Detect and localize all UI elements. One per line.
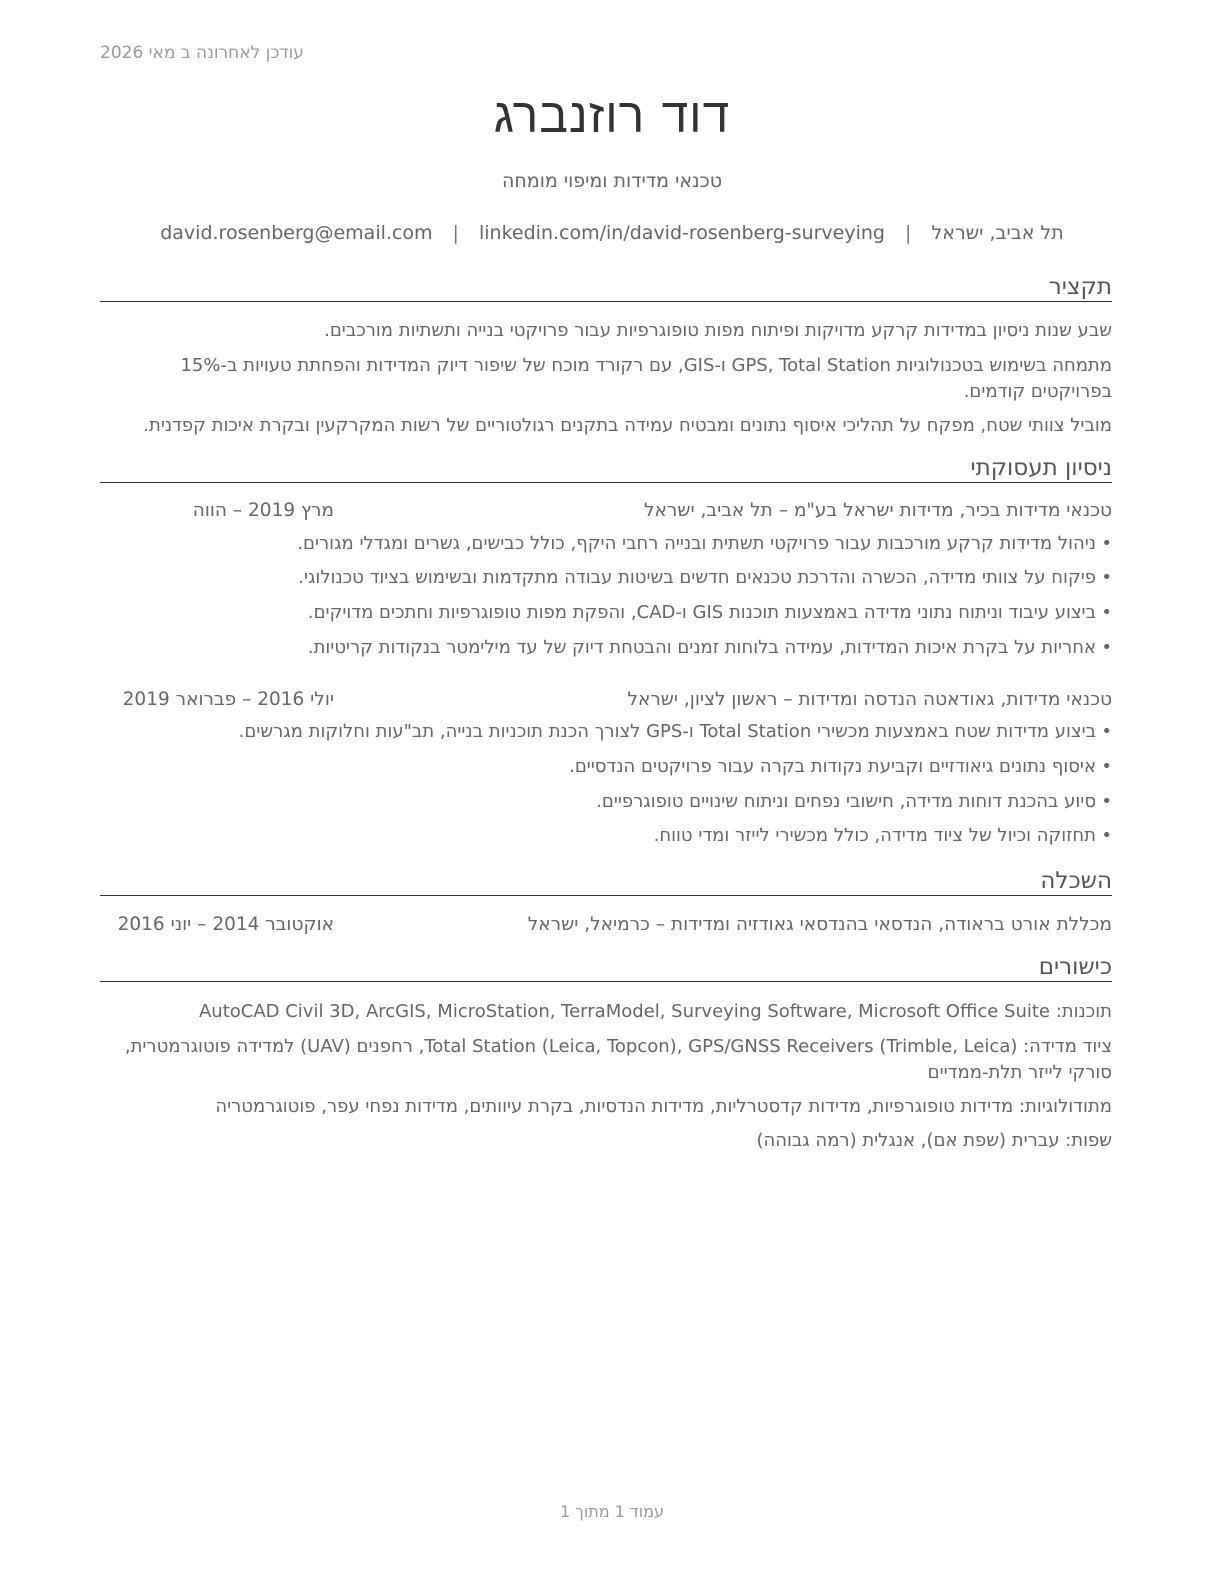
education-institution: מכללת אורט בראודה, הנדסאי בהנדסאי גאודזיה ומדידות – כרמיאל, ישראל xyxy=(527,914,1112,935)
job-bullet: • פיקוח על צוותי מדידה, הכשרה והדרכת טכנאים חדשים בשיטות עבודה מתקדמות ובשימוש בציוד טכנולוגי. xyxy=(298,567,1112,588)
contact-line xyxy=(0,222,1224,244)
contact-separator: | xyxy=(905,222,912,244)
bullet-icon: • xyxy=(1101,721,1112,742)
contact-linkedin[interactable]: linkedin.com/in/david-rosenberg-surveying xyxy=(479,222,885,244)
job-bullet: • ביצוע עיבוד וניתוח נתוני מדידה באמצעות תוכנות GIS ו-CAD, והפקת מפות טופוגרפיות וחתכים מדויקים. xyxy=(307,602,1112,623)
job-dates: מרץ 2019 – הווה xyxy=(192,500,334,521)
skills-line: ציוד מדידה: Total Station (Leica, Topcon), GPS/GNSS Receivers (Trimble, Leica), רחפנים (UAV) למדידה פוטוגרמטרית, סורקי לייזר תלת-ממדיים xyxy=(124,1036,1112,1083)
summary-heading: תקציר xyxy=(100,274,1112,302)
skills-heading: כישורים xyxy=(100,954,1112,982)
job-bullet: • תחזוקה וכיול של ציוד מדידה, כולל מכשירי לייזר ומדי טווח. xyxy=(653,825,1112,846)
skills-line: תוכנות: AutoCAD Civil 3D, ArcGIS, MicroStation, TerraModel, Surveying Software, Microsoft Office Suite xyxy=(198,1001,1112,1022)
job-bullet: • איסוף נתונים גיאודזיים וקביעת נקודות בקרה עבור פרויקטים הנדסיים. xyxy=(569,756,1112,777)
candidate-name: דוד רוזנברג xyxy=(493,88,731,144)
bullet-icon: • xyxy=(1101,637,1112,658)
job-dates: יולי 2016 – פברואר 2019 xyxy=(122,689,334,710)
job-bullet: • אחריות על בקרת איכות המדידות, עמידה בלוחות זמנים והבטחת דיוק של עד מילימטר בנקודות קריטיות. xyxy=(307,637,1112,658)
contact-separator: | xyxy=(452,222,459,244)
education-dates: אוקטובר 2014 – יוני 2016 xyxy=(117,914,334,935)
summary-line: מוביל צוותי שטח, מפקח על תהליכי איסוף נתונים ומבטיח עמידה בתקנים רגולטוריים של רשות המקרקעין ובקרת איכות קפדנית. xyxy=(143,415,1112,436)
last-updated: עודכן לאחרונה ב מאי 2026 xyxy=(100,43,304,63)
contact-email[interactable]: david.rosenberg@email.com xyxy=(160,222,433,244)
job-bullet: • ביצוע מדידות שטח באמצעות מכשירי Total Station ו-GPS לצורך הכנת תוכניות בנייה, תב"עות וחלוקות מגרשים. xyxy=(238,721,1112,742)
page-number: עמוד 1 מתוך 1 xyxy=(560,1502,664,1521)
job-bullet: • ניהול מדידות קרקע מורכבות עבור פרויקטי תשתית ובנייה רחבי היקף, כולל כבישים, גשרים ומגדלי מגורים. xyxy=(297,533,1112,554)
bullet-icon: • xyxy=(1101,567,1112,588)
job-role: טכנאי מדידות בכיר, מדידות ישראל בע"מ – תל אביב, ישראל xyxy=(644,500,1112,521)
job-role: טכנאי מדידות, גאודאטה הנדסה ומדידות – ראשון לציון, ישראל xyxy=(627,689,1112,710)
bullet-icon: • xyxy=(1101,825,1112,846)
candidate-title: טכנאי מדידות ומיפוי מומחה xyxy=(501,170,723,192)
summary-line: שבע שנות ניסיון במדידות קרקע מדויקות ופיתוח מפות טופוגרפיות עבור פרויקטי בנייה ותשתיות מורכבים. xyxy=(324,320,1112,341)
experience-heading: ניסיון תעסוקתי xyxy=(100,455,1112,483)
job-bullet: • סיוע בהכנת דוחות מדידה, חישובי נפחים וניתוח שינויים טופוגרפיים. xyxy=(596,791,1112,812)
bullet-icon: • xyxy=(1101,756,1112,777)
bullet-icon: • xyxy=(1101,602,1112,623)
skills-line: שפות: עברית (שפת אם), אנגלית (רמה גבוהה) xyxy=(756,1130,1112,1151)
skills-line: מתודולוגיות: מדידות טופוגרפיות, מדידות קדסטרליות, מדידות הנדסיות, בקרת עיוותים, מדידות נפחי עפר, פוטוגרמטריה xyxy=(215,1096,1112,1117)
bullet-icon: • xyxy=(1101,533,1112,554)
education-heading: השכלה xyxy=(100,868,1112,896)
contact-location: תל אביב, ישראל xyxy=(931,222,1064,244)
bullet-icon: • xyxy=(1101,791,1112,812)
summary-line: מתמחה בשימוש בטכנולוגיות GPS, Total Station ו-GIS, עם רקורד מוכח של שיפור דיוק המדידות והפחתת טעויות ב-15% בפרויקטים קודמים. xyxy=(180,355,1112,402)
